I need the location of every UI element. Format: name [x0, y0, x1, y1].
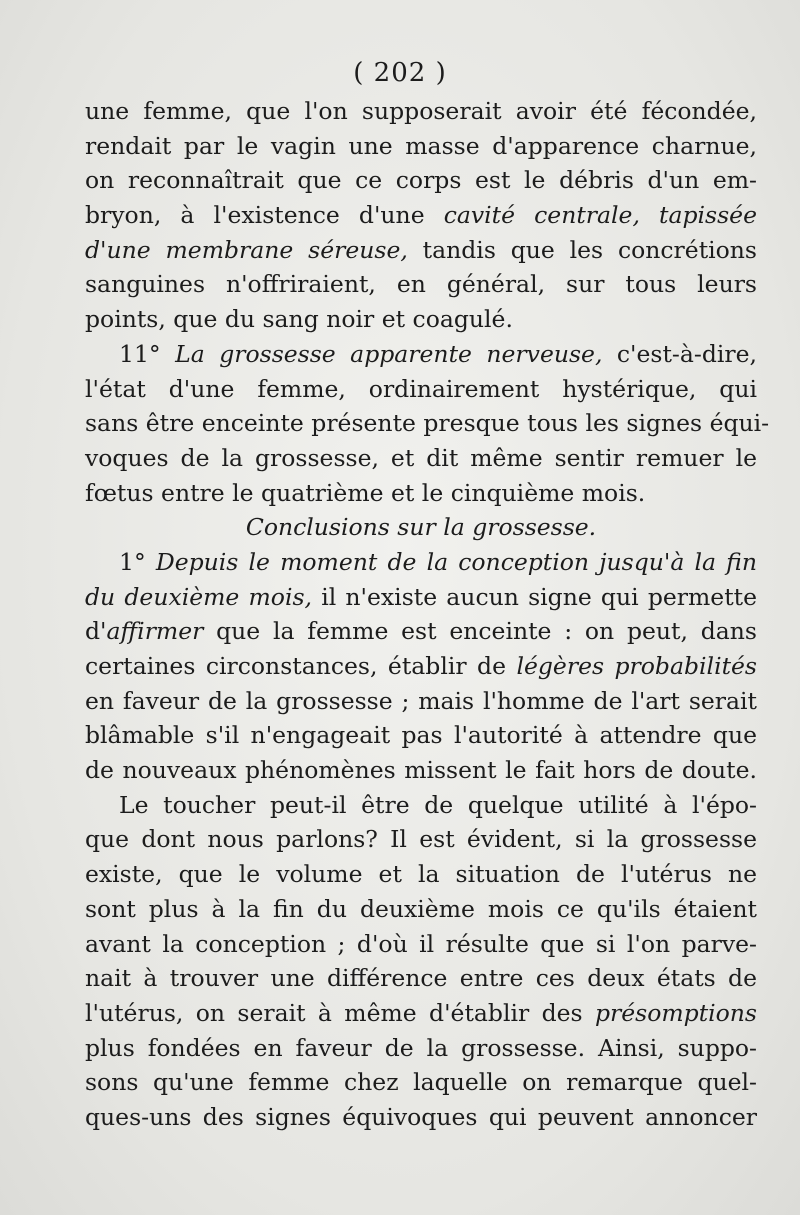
text-line [85, 822, 757, 857]
italic-text: La grossesse apparente nerveuse, [175, 339, 603, 368]
line-text: tandis que les concrétions [407, 235, 757, 264]
text-line [85, 302, 757, 337]
page-number: ( 202 ) [353, 58, 447, 88]
text-line [85, 649, 757, 684]
body-text [85, 94, 770, 1135]
line-text: existe, que le volume et la situation de l'utérus ne [85, 860, 757, 889]
text-line [85, 94, 757, 129]
text-line [85, 961, 757, 996]
text-line [85, 441, 757, 476]
text-line [85, 927, 757, 962]
text-line [85, 684, 757, 719]
section-title [85, 510, 757, 545]
line-text: plus fondées en faveur de la grossesse. Ainsi, suppo- [85, 1033, 757, 1062]
text-line [85, 857, 757, 892]
text-line [85, 198, 757, 233]
line-text: l'utérus, on serait à même d'établir des [85, 998, 595, 1027]
line-text: que dont nous parlons? Il est évident, si la grossesse [85, 825, 757, 854]
line-text: en faveur de la grossesse ; mais l'homme de l'art serait [85, 686, 757, 715]
line-text: d' [85, 617, 107, 646]
line-text: points, que du sang noir et coagulé. [85, 305, 513, 334]
text-line [85, 163, 757, 198]
line-text: il n'existe aucun signe qui permette [312, 582, 757, 611]
line-text: bryon, à l'existence d'une [85, 201, 444, 230]
text-line [85, 406, 770, 441]
text-line [85, 892, 757, 927]
line-text: de nouveaux phénomènes missent le fait hors de doute. [85, 756, 757, 785]
line-text: fœtus entre le quatrième et le cinquième mois. [85, 478, 646, 507]
line-text: avant la conception ; d'où il résulte que si l'on parve- [85, 929, 757, 958]
text-line [85, 1100, 757, 1135]
line-text: sont plus à la fin du deuxième mois ce qu'ils étaient [85, 894, 757, 923]
line-text: c'est-à-dire, [602, 339, 757, 368]
line-text: ques-uns des signes équivoques qui peuvent annoncer [85, 1102, 757, 1131]
text-line [85, 267, 757, 302]
italic-text: affirmer [106, 617, 204, 646]
text-line [85, 233, 757, 268]
text-line [85, 788, 757, 823]
text-line [85, 1031, 757, 1066]
line-text: que la femme est enceinte : on peut, dans [203, 617, 757, 646]
text-line [85, 1065, 757, 1100]
line-text: une femme, que l'on supposerait avoir été fécondée, [85, 97, 757, 125]
text-line [85, 580, 757, 615]
text-line [85, 996, 757, 1031]
line-text: certaines circonstances, établir de [85, 652, 517, 680]
italic-text: du deuxième mois, [85, 582, 312, 611]
text-line [85, 372, 757, 407]
line-text: l'état d'une femme, ordinairement hystérique, qui [85, 374, 757, 403]
line-text: rendait par le vagin une masse d'apparence charnue, [85, 131, 757, 160]
text-line [85, 476, 757, 511]
italic-text: Conclusions sur la grossesse. [245, 513, 597, 542]
text-line [85, 337, 757, 372]
text-line [85, 545, 757, 580]
line-text: voques de la grossesse, et dit même sentir remuer le [85, 443, 757, 472]
text-line [85, 718, 757, 753]
line-text: sans être enceinte présente presque tous les signes équi- [85, 409, 770, 438]
italic-text: présomptions [594, 998, 757, 1027]
italic-text: d'une membrane séreuse, [85, 235, 408, 264]
line-text: 1° [119, 547, 156, 576]
line-text: Le toucher peut-il être de quelque utilité à l'épo- [119, 790, 757, 819]
text-line [85, 753, 757, 788]
line-text: blâmable s'il n'engageait pas l'autorité à attendre que [85, 721, 757, 750]
text-line [85, 129, 757, 164]
line-text: nait à trouver une différence entre ces deux états de [85, 964, 757, 993]
line-text: on reconnaîtrait que ce corps est le débris d'un em- [85, 166, 757, 195]
line-text: sons qu'une femme chez laquelle on remarque quel- [85, 1068, 757, 1097]
italic-text: cavité centrale, tapissée [443, 201, 757, 230]
italic-text: légères probabilités [516, 652, 757, 680]
line-text: 11° [119, 339, 176, 368]
line-text: sanguines n'offriraient, en général, sur tous leurs [85, 270, 757, 299]
italic-text: Depuis le moment de la conception jusqu'à la fin [155, 547, 757, 576]
text-line [85, 614, 757, 649]
